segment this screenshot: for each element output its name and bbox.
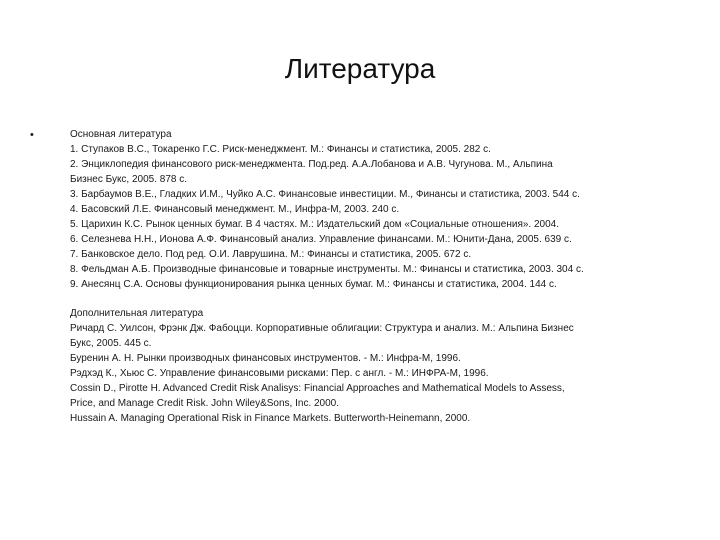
main-literature-line: 8. Фельдман А.Б. Производные финансовые и товарные инструменты. М.: Финансы и статистика, 2003. 304 с. <box>70 264 584 275</box>
additional-literature-heading: Дополнительная литература <box>70 308 204 319</box>
main-literature-line: Бизнес Букс, 2005. 878 с. <box>70 174 188 185</box>
additional-literature-line: Рэдхэд К., Хьюс С. Управление финансовыми рисками: Пер. с англ. - М.: ИНФРА-М, 1996. <box>70 368 489 379</box>
main-literature-line: 4. Басовский Л.Е. Финансовый менеджмент. М., Инфра-М, 2003. 240 с. <box>70 204 400 215</box>
additional-literature-line: Ричард С. Уилсон, Фрэнк Дж. Фабоцци. Корпоративные облигации: Структура и анализ. М.: Альпина Бизнес <box>70 323 574 334</box>
section-spacer <box>70 292 700 306</box>
main-literature-line: 3. Барбаумов В.Е., Гладких И.М., Чуйко А.С. Финансовые инвестиции. М., Финансы и статистика, 2003. 544 с. <box>70 189 580 200</box>
main-literature-heading: Основная литература <box>70 129 172 140</box>
bullet-marker: • <box>30 129 34 141</box>
main-literature-line: 6. Селезнева Н.Н., Ионова А.Ф. Финансовый анализ. Управление финансами. М.: Юнити-Дана, 2005. 639 с. <box>70 234 572 245</box>
bibliography <box>70 127 700 426</box>
additional-literature-line: Буренин А. Н. Рынки производных финансовых инструментов. - М.: Инфра-М, 1996. <box>70 353 461 364</box>
additional-literature-line: Price, and Manage Credit Risk. John Wiley&Sons, Inc. 2000. <box>70 398 340 409</box>
main-literature-line: 2. Энциклопедия финансового риск-менеджмента. Под.ред. А.А.Лобанова и А.В. Чугунова. М., Альпина <box>70 159 553 170</box>
main-literature-line: 5. Царихин К.С. Рынок ценных бумаг. В 4 частях. М.: Издательский дом «Социальные отношения». 2004. <box>70 219 560 230</box>
additional-literature-line: Hussain A. Managing Operational Risk in Finance Markets. Butterworth-Heinemann, 2000. <box>70 413 471 424</box>
page-title: Литература <box>284 53 436 84</box>
main-literature-line: 7. Банковское дело. Под ред. О.И. Лаврушина. М.: Финансы и статистика, 2005. 672 с. <box>70 249 472 260</box>
additional-literature-line: Cossin D., Pirotte H. Advanced Credit Risk Analisys: Financial Approaches and Mathematical Models to Assess, <box>70 383 565 394</box>
main-literature-line: 9. Анесянц С.А. Основы функционирования рынка ценных бумаг. М.: Финансы и статистика, 2004. 144 с. <box>70 279 557 290</box>
additional-literature-line: Букс, 2005. 445 с. <box>70 338 152 349</box>
main-literature-line: 1. Ступаков В.С., Токаренко Г.С. Риск-менеджмент. М.: Финансы и статистика, 2005. 282 с. <box>70 144 491 155</box>
